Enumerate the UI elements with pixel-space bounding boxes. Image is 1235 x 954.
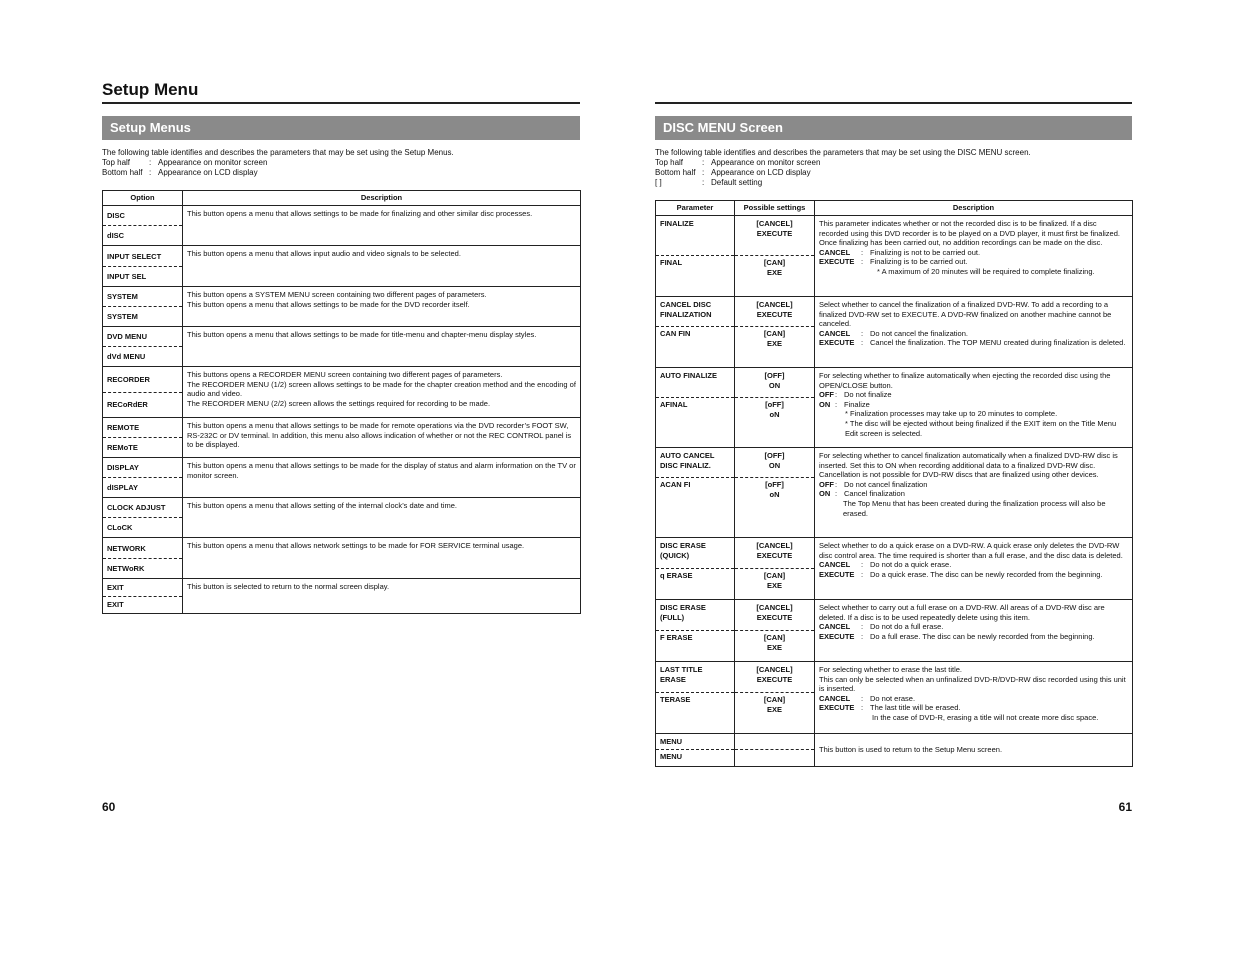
setting-value: [CANCEL] [756,300,793,309]
page-number: 61 [1118,800,1132,814]
option-lcd-label: NETWoRK [103,558,182,578]
setting-value: EXECUTE [756,612,793,622]
parameter-cell [656,216,735,297]
table-row [103,458,581,498]
table-row [103,367,581,418]
option-monitor-label: DISPLAY [107,463,139,473]
description-cell [183,367,581,418]
description-line: This button opens a SYSTEM MENU screen containing two different pages of parameters. [187,290,487,299]
description-line: This parameter indicates whether or not the recorded disc is to be finalized. If a disc recorded using this DVD recorder is to be played on a DVD player, it must first be finalized. Once finalizing has been carried out, no addition recordings can be made on the disc. [819,219,1120,248]
option-cell [103,579,183,614]
setting-value: [CAN] [763,695,786,704]
description-cell [815,600,1133,662]
option-explanation: The last title will be erased. [870,703,961,713]
parameter-line: MENU [660,737,683,746]
option-separator: : [861,338,864,348]
legend-line [102,168,454,178]
description-option-line [819,390,1128,400]
intro-sentence: The following table identifies and describes the parameters that may be set using the Setup Menus. [102,148,454,157]
option-explanation: Do not cancel finalization [844,479,928,489]
description-option-line [819,257,1128,267]
setting-value: EXE [766,338,782,348]
description-line: In the case of DVD-R, erasing a title will not create more disc space. [872,712,1099,722]
legend [102,158,454,178]
parameter-lcd-label [656,630,734,661]
description-cell [815,734,1133,767]
option-keyword: CANCEL [819,328,851,338]
table-row [656,734,1133,767]
parameter-line: AUTO FINALIZE [660,371,717,380]
option-separator: : [861,569,864,579]
parameter-lcd-label [656,477,734,537]
option-lcd-label: CLoCK [103,517,182,537]
legend-line [655,178,1031,188]
settings-monitor-values [735,538,814,568]
header-possible-settings: Possible settings [735,201,815,216]
table-row [656,216,1133,297]
settings-monitor-values [735,216,814,255]
description-line: For selecting whether to cancel finalization automatically when a finalized DVD-RW disc is inserted. Set this to ON when recording additional data to a finalized DVD-RW disc. [819,451,1118,470]
option-keyword: CANCEL [819,622,851,632]
setup-menus-table [102,190,581,614]
header-parameter: Parameter [656,201,735,216]
section-heading-disc-menu: DISC MENU Screen [655,116,1132,140]
setting-value: oN [769,409,780,419]
legend-value: Appearance on monitor screen [158,158,268,167]
settings-lcd-values [735,568,814,599]
parameter-line: F ERASE [660,633,693,642]
option-separator: : [861,560,864,570]
description-option-line [819,622,1128,632]
option-lcd-label: RECoRdER [103,392,182,417]
parameter-line: FINALIZE [660,219,694,228]
option-keyword: ON [819,489,831,499]
description-cell [815,662,1133,734]
option-monitor-label: CLOCK ADJUST [107,503,166,513]
option-cell [103,206,183,246]
parameter-cell [656,538,735,600]
option-separator: : [861,693,864,703]
settings-lcd-values [735,630,814,661]
description-cell [183,287,581,327]
description-option-line [819,560,1128,570]
option-cell [103,287,183,327]
option-separator: : [861,257,864,267]
option-keyword: ON [819,399,831,409]
table-row [103,246,581,287]
description-cell [815,448,1133,538]
setting-value: EXE [766,704,782,714]
description-cell [183,418,581,458]
setting-value: [CANCEL] [756,603,793,612]
description-line: Select whether to do a quick erase on a DVD-RW. A quick erase only deletes the DVD-RW disc control area. The time required is shorter than a full erase, and the disc data is deleted. [819,541,1123,560]
option-lcd-label: REMoTE [103,437,182,457]
parameter-monitor-label [656,538,734,568]
description-line: * Finalization processes may take up to 20 minutes to complete. [845,409,1058,419]
setting-value: [OFF] [764,451,785,460]
parameter-monitor-label [656,448,734,477]
setting-value: [OFF] [764,371,785,380]
legend-line [655,168,1031,178]
setting-value: EXECUTE [756,550,793,560]
description-line: * The disc will be ejected without being finalized if the EXIT item on the Title Menu Edit screen is selected. [845,418,1117,438]
setting-value: [CAN] [763,633,786,642]
legend-value: Appearance on LCD display [158,168,258,177]
setting-value: [CANCEL] [756,541,793,550]
option-lcd-label: dVd MENU [103,346,182,366]
parameter-line: AFINAL [660,400,688,409]
page-number: 60 [102,800,116,814]
table-row [103,579,581,614]
parameter-cell [656,662,735,734]
description-option-line [819,329,1128,339]
settings-lcd-values [735,255,814,296]
settings-monitor-values [735,448,814,477]
option-separator: : [835,390,838,400]
option-keyword: EXECUTE [819,569,855,579]
option-explanation: Do not erase. [870,693,916,703]
description-cell [183,579,581,614]
setting-value: EXECUTE [756,309,793,319]
settings-lcd-values [735,326,814,367]
option-separator: : [835,479,838,489]
legend-colon: : [149,168,152,177]
parameter-line: AUTO CANCEL [660,451,715,460]
table-row [103,206,581,246]
description-cell [183,458,581,498]
description-option-line [819,570,1128,580]
option-keyword: CANCEL [819,693,851,703]
description-line: This buttons opens a RECORDER MENU screen containing two different pages of parameters. [187,370,503,379]
setting-value: [CAN] [763,329,786,338]
description-line: The RECORDER MENU (2/2) screen allows the settings required for recording to be made. [187,398,491,408]
legend-key: Top half [102,158,131,167]
option-monitor-label: EXIT [107,583,124,593]
option-cell [103,498,183,538]
title-rule [102,102,580,104]
table-header-row [656,201,1133,216]
parameter-line: FINALIZATION [660,309,712,319]
parameter-monitor-label [656,216,734,255]
parameter-lcd-label [656,326,734,367]
parameter-cell [656,448,735,538]
description-option-line [819,694,1128,704]
option-explanation: Do a full erase. The disc can be newly recorded from the beginning. [870,631,1095,641]
legend-key: Top half [655,158,684,167]
setting-value: [oFF] [765,480,784,489]
header-option: Option [103,191,183,206]
parameter-monitor-label [656,600,734,630]
page-title: Setup Menu [102,80,199,99]
option-explanation: Cancel finalization [844,489,905,499]
setting-value: EXE [766,580,782,590]
option-keyword: EXECUTE [819,631,855,641]
legend-line [102,158,454,168]
description-option-line [819,338,1128,348]
option-lcd-label: SYSTEM [103,306,182,326]
parameter-line: CAN FIN [660,329,691,338]
description-cell [183,246,581,287]
parameter-line: FINAL [660,258,683,267]
option-explanation: Finalize [844,399,870,409]
parameter-lcd-label [656,692,734,733]
header-description: Description [183,191,581,206]
description-line: This button opens a menu that allows network settings to be made for FOR SERVICE terminal usage. [187,541,525,550]
settings-cell [735,600,815,662]
parameter-line: ERASE [660,674,686,684]
description-cell [815,368,1133,448]
option-lcd-label: EXIT [103,596,182,613]
description-cell [815,216,1133,297]
option-keyword: OFF [819,390,834,400]
parameter-cell [656,297,735,368]
header-description: Description [815,201,1133,216]
parameter-lcd-label [656,749,734,766]
parameter-line: DISC FINALIZ. [660,460,711,470]
parameter-line: (QUICK) [660,550,690,560]
option-cell [103,327,183,367]
disc-menu-table [655,200,1133,767]
legend-value: Default setting [711,178,763,187]
settings-lcd-values [735,477,814,537]
description-cell [183,538,581,579]
parameter-line: CANCEL DISC [660,300,712,309]
table-row [656,538,1133,600]
setting-value: EXECUTE [756,674,793,684]
legend-key: Bottom half [102,168,143,177]
option-separator: : [861,247,864,257]
parameter-monitor-label [656,368,734,397]
option-cell [103,538,183,579]
title-rule [655,102,1132,104]
legend-key: [ ] [655,178,662,187]
description-option-line [819,480,1128,490]
option-separator: : [861,631,864,641]
option-keyword: OFF [819,479,834,489]
settings-cell [735,216,815,297]
parameter-lcd-label [656,397,734,447]
option-explanation: Finalizing is to be carried out. [870,257,968,267]
description-line: This button opens a menu that allows input audio and video signals to be selected. [187,249,461,258]
option-cell [103,246,183,287]
description-line: This button opens a menu that allows settings to be made for remote operations via the DVD recorder’s FOOT SW, RS-232C or DV terminal. In addition, this menu also allows indication of whether or not the REC CONTROL panel is to be displayed. [187,421,572,450]
option-lcd-label: INPUT SEL [103,266,182,286]
description-option-line [819,489,1128,499]
table-row [656,662,1133,734]
table-row [656,600,1133,662]
description-cell [183,498,581,538]
settings-monitor-values [735,734,814,749]
description-line: This button opens a menu that allows setting of the internal clock’s date and time. [187,501,458,510]
intro-sentence: The following table identifies and describes the parameters that may be set using the DISC MENU screen. [655,148,1031,157]
description-line: * A maximum of 20 minutes will be required to complete finalizing. [877,266,1095,276]
option-lcd-label: dISPLAY [103,477,182,497]
option-separator: : [835,399,838,409]
option-keyword: EXECUTE [819,703,855,713]
parameter-line: q ERASE [660,571,693,580]
option-separator: : [861,328,864,338]
section-heading-setup-menus: Setup Menus [102,116,580,140]
description-line: For selecting whether to erase the last title. [819,665,962,674]
setting-value: [oFF] [765,400,784,409]
settings-cell [735,538,815,600]
table-row [656,368,1133,448]
parameter-monitor-label [656,297,734,326]
settings-cell [735,448,815,538]
table-row [103,498,581,538]
parameter-cell [656,368,735,448]
settings-lcd-values [735,692,814,733]
description-line: This button is used to return to the Setup Menu screen. [819,745,1003,755]
setting-value: ON [768,380,781,390]
option-monitor-label: REMOTE [107,423,140,433]
table-header-row [103,191,581,206]
option-monitor-label: SYSTEM [107,292,138,302]
parameter-line: ACAN FI [660,480,691,489]
parameter-cell [656,734,735,767]
option-separator: : [861,622,864,632]
description-option-line [819,632,1128,642]
settings-monitor-values [735,368,814,397]
description-line: The Top Menu that has been created during the finalization process will also be erased. [843,498,1106,518]
parameter-lcd-label [656,568,734,599]
description-cell [815,538,1133,600]
option-monitor-label: NETWORK [107,543,146,553]
option-explanation: Finalizing is not to be carried out. [870,247,981,257]
parameter-lcd-label [656,255,734,296]
legend-colon: : [702,168,705,177]
description-line: This button opens a menu that allows settings to be made for title-menu and chapter-menu display styles. [187,330,537,339]
parameter-line: (FULL) [660,612,685,622]
description-option-line [819,703,1128,713]
option-explanation: Do a quick erase. The disc can be newly recorded from the beginning. [870,569,1103,579]
setting-value: EXECUTE [756,228,793,238]
description-option-line [819,400,1128,410]
setting-value: ON [768,460,781,470]
option-monitor-label: DISC [107,211,125,221]
parameter-monitor-label [656,734,734,749]
setting-value: [CANCEL] [756,219,793,228]
setting-value: EXE [766,267,782,277]
description-line: This button opens a menu that allows settings to be made for finalizing and other similar disc processes. [187,209,533,218]
settings-cell [735,662,815,734]
intro-text [655,148,1031,188]
description-line: Select whether to cancel the finalization of a finalized DVD-RW. To add a recording to a finalized DVD-RW set to EXECUTE. A DVD-RW finalized on another machine cannot be canceled. [819,300,1112,329]
parameter-line: LAST TITLE [660,665,703,674]
option-cell [103,367,183,418]
option-explanation: Do not do a quick erase. [870,560,952,570]
parameter-cell [656,600,735,662]
parameter-line: DISC ERASE [660,603,706,612]
setting-value: oN [769,489,780,499]
option-lcd-label: dISC [103,225,182,245]
setting-value: EXE [766,642,782,652]
option-explanation: Cancel the finalization. The TOP MENU created during finalization is deleted. [870,338,1126,348]
description-line: Cancellation is not possible for DVD-RW discs that are finalized using other devices. [819,470,1099,480]
description-cell [815,297,1133,368]
description-line: This button opens a menu that allows settings to be made for the display of status and alarm information on the TV or monitor screen. [187,461,576,480]
legend-colon: : [702,158,705,167]
settings-lcd-values [735,749,814,766]
description-line: This button opens a menu that allows settings to be made for the DVD recorder itself. [187,299,470,309]
option-cell [103,458,183,498]
description-cell [183,327,581,367]
setting-value: [CAN] [763,258,786,267]
table-row [103,418,581,458]
option-separator: : [861,703,864,713]
description-line: This button is selected to return to the normal screen display. [187,582,390,591]
option-monitor-label: DVD MENU [107,332,148,342]
legend [655,158,1031,188]
option-keyword: EXECUTE [819,257,855,267]
parameter-monitor-label [656,662,734,692]
option-keyword: CANCEL [819,560,851,570]
table-row [103,538,581,579]
setting-value: [CAN] [763,571,786,580]
legend-colon: : [149,158,152,167]
settings-cell [735,297,815,368]
option-keyword: CANCEL [819,247,851,257]
option-explanation: Do not cancel the finalization. [870,328,968,338]
intro-text [102,148,454,178]
parameter-line: TERASE [660,695,691,704]
description-line: This can only be selected when an unfinalized DVD-R/DVD-RW disc recorded using this unit is inserted. [819,674,1126,694]
setting-value: [CANCEL] [756,665,793,674]
legend-value: Appearance on monitor screen [711,158,821,167]
settings-monitor-values [735,600,814,630]
legend-colon: : [702,178,705,187]
legend-key: Bottom half [655,168,696,177]
settings-monitor-values [735,297,814,326]
table-row [103,327,581,367]
parameter-line: MENU [660,752,683,761]
parameter-line: DISC ERASE [660,541,706,550]
legend-value: Appearance on LCD display [711,168,811,177]
option-keyword: EXECUTE [819,338,855,348]
option-monitor-label: RECORDER [107,375,150,385]
option-explanation: Do not do a full erase. [870,622,944,632]
option-monitor-label: INPUT SELECT [107,251,162,261]
legend-line [655,158,1031,168]
description-line: The RECORDER MENU (1/2) screen allows settings to be made for the chapter creation method and the encoding of audio and video. [187,379,576,399]
description-line: For selecting whether to finalize automatically when ejecting the recorded disc using the OPEN/CLOSE button. [819,371,1111,390]
settings-cell [735,368,815,448]
option-separator: : [835,489,838,499]
description-line: Select whether to carry out a full erase on a DVD-RW. All areas of a DVD-RW disc are deleted. If a disc is to be used repeatedly delete using this item. [819,603,1105,622]
table-row [103,287,581,327]
option-explanation: Do not finalize [844,390,892,400]
settings-monitor-values [735,662,814,692]
option-cell [103,418,183,458]
table-row [656,448,1133,538]
description-cell [183,206,581,246]
table-row [656,297,1133,368]
description-option-line [819,248,1128,258]
settings-lcd-values [735,397,814,447]
settings-cell [735,734,815,767]
